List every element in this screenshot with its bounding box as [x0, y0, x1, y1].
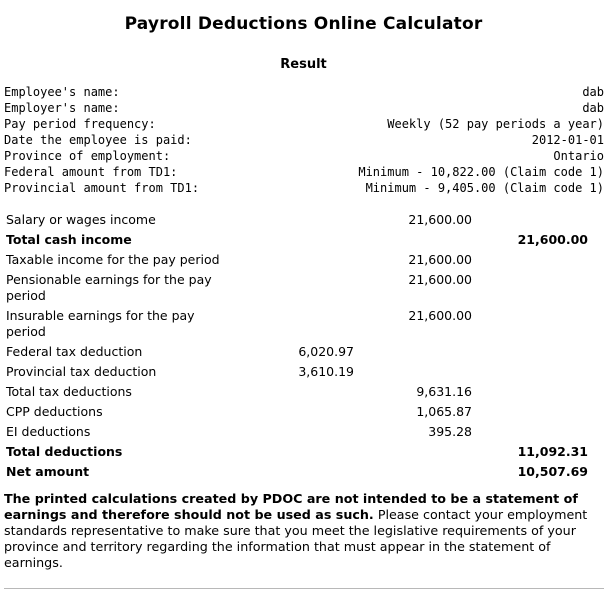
row-label: Provincial tax deduction [6, 364, 157, 379]
info-row-pay-period [4, 116, 604, 132]
employee-info-section [4, 84, 604, 196]
row-amount: 21,600.00 [408, 272, 472, 287]
info-row-pay-date [4, 132, 604, 148]
row-label: CPP deductions [6, 404, 103, 419]
row-label: Total deductions [6, 444, 123, 459]
info-value: Weekly (52 pay periods a year) [387, 117, 604, 131]
row-label: Total cash income [6, 232, 132, 247]
row-insurable-earnings [6, 308, 602, 344]
row-label: Net amount [6, 464, 90, 479]
info-row-province [4, 148, 604, 164]
info-value: 2012-01-01 [531, 133, 604, 147]
row-total-cash-income [6, 232, 602, 252]
row-label: Pensionable earnings for the pay period [6, 272, 212, 303]
info-value: Ontario [553, 149, 604, 163]
row-amount: 3,610.19 [298, 364, 354, 379]
page-title: Payroll Deductions Online Calculator [124, 14, 483, 34]
row-amount: 10,507.69 [517, 464, 588, 479]
row-amount: 11,092.31 [517, 444, 588, 459]
row-label: EI deductions [6, 424, 91, 439]
row-net-amount [6, 464, 602, 484]
row-label: Salary or wages income [6, 212, 156, 227]
info-value: dab [582, 101, 604, 115]
calculation-table [6, 212, 602, 484]
info-label: Employee's name: [4, 85, 120, 99]
row-amount: 1,065.87 [416, 404, 472, 419]
info-label: Pay period frequency: [4, 117, 156, 131]
row-federal-tax [6, 344, 602, 364]
row-label: Insurable earnings for the pay period [6, 308, 195, 339]
row-total-tax [6, 384, 602, 404]
info-value: Minimum - 10,822.00 (Claim code 1) [358, 165, 604, 179]
info-value: Minimum - 9,405.00 (Claim code 1) [365, 181, 604, 195]
row-amount: 21,600.00 [408, 252, 472, 267]
bottom-divider [4, 588, 604, 589]
row-salary [6, 212, 602, 232]
row-label: Taxable income for the pay period [6, 252, 220, 267]
row-ei [6, 424, 602, 444]
row-label: Federal tax deduction [6, 344, 143, 359]
row-provincial-tax [6, 364, 602, 384]
info-row-provincial-td1 [4, 180, 604, 196]
info-row-employee-name [4, 84, 604, 100]
row-taxable-income [6, 252, 602, 272]
disclaimer-bold: The printed calculations created by PDOC are not intended to be a statement of earnings and therefore should not be used as such. [4, 491, 578, 522]
info-row-federal-td1 [4, 164, 604, 180]
info-label: Date the employee is paid: [4, 133, 192, 147]
row-amount: 9,631.16 [416, 384, 472, 399]
row-amount: 21,600.00 [408, 308, 472, 323]
info-label: Federal amount from TD1: [4, 165, 178, 179]
row-amount: 21,600.00 [408, 212, 472, 227]
row-pensionable-earnings [6, 272, 602, 308]
info-label: Province of employment: [4, 149, 171, 163]
info-label: Employer's name: [4, 101, 120, 115]
result-heading: Result [280, 57, 327, 72]
row-amount: 21,600.00 [517, 232, 588, 247]
row-label: Total tax deductions [6, 384, 132, 399]
row-total-deductions [6, 444, 602, 464]
row-amount: 6,020.97 [298, 344, 354, 359]
disclaimer-notice [4, 491, 604, 571]
disclaimer-text: Please contact your employment standards representative to make sure that you meet the legislative requirements of your province and territory regarding the information that must appear in the statement of earnings. [4, 507, 588, 570]
info-value: dab [582, 85, 604, 99]
info-label: Provincial amount from TD1: [4, 181, 200, 195]
row-cpp [6, 404, 602, 424]
row-amount: 395.28 [428, 424, 472, 439]
info-row-employer-name [4, 100, 604, 116]
